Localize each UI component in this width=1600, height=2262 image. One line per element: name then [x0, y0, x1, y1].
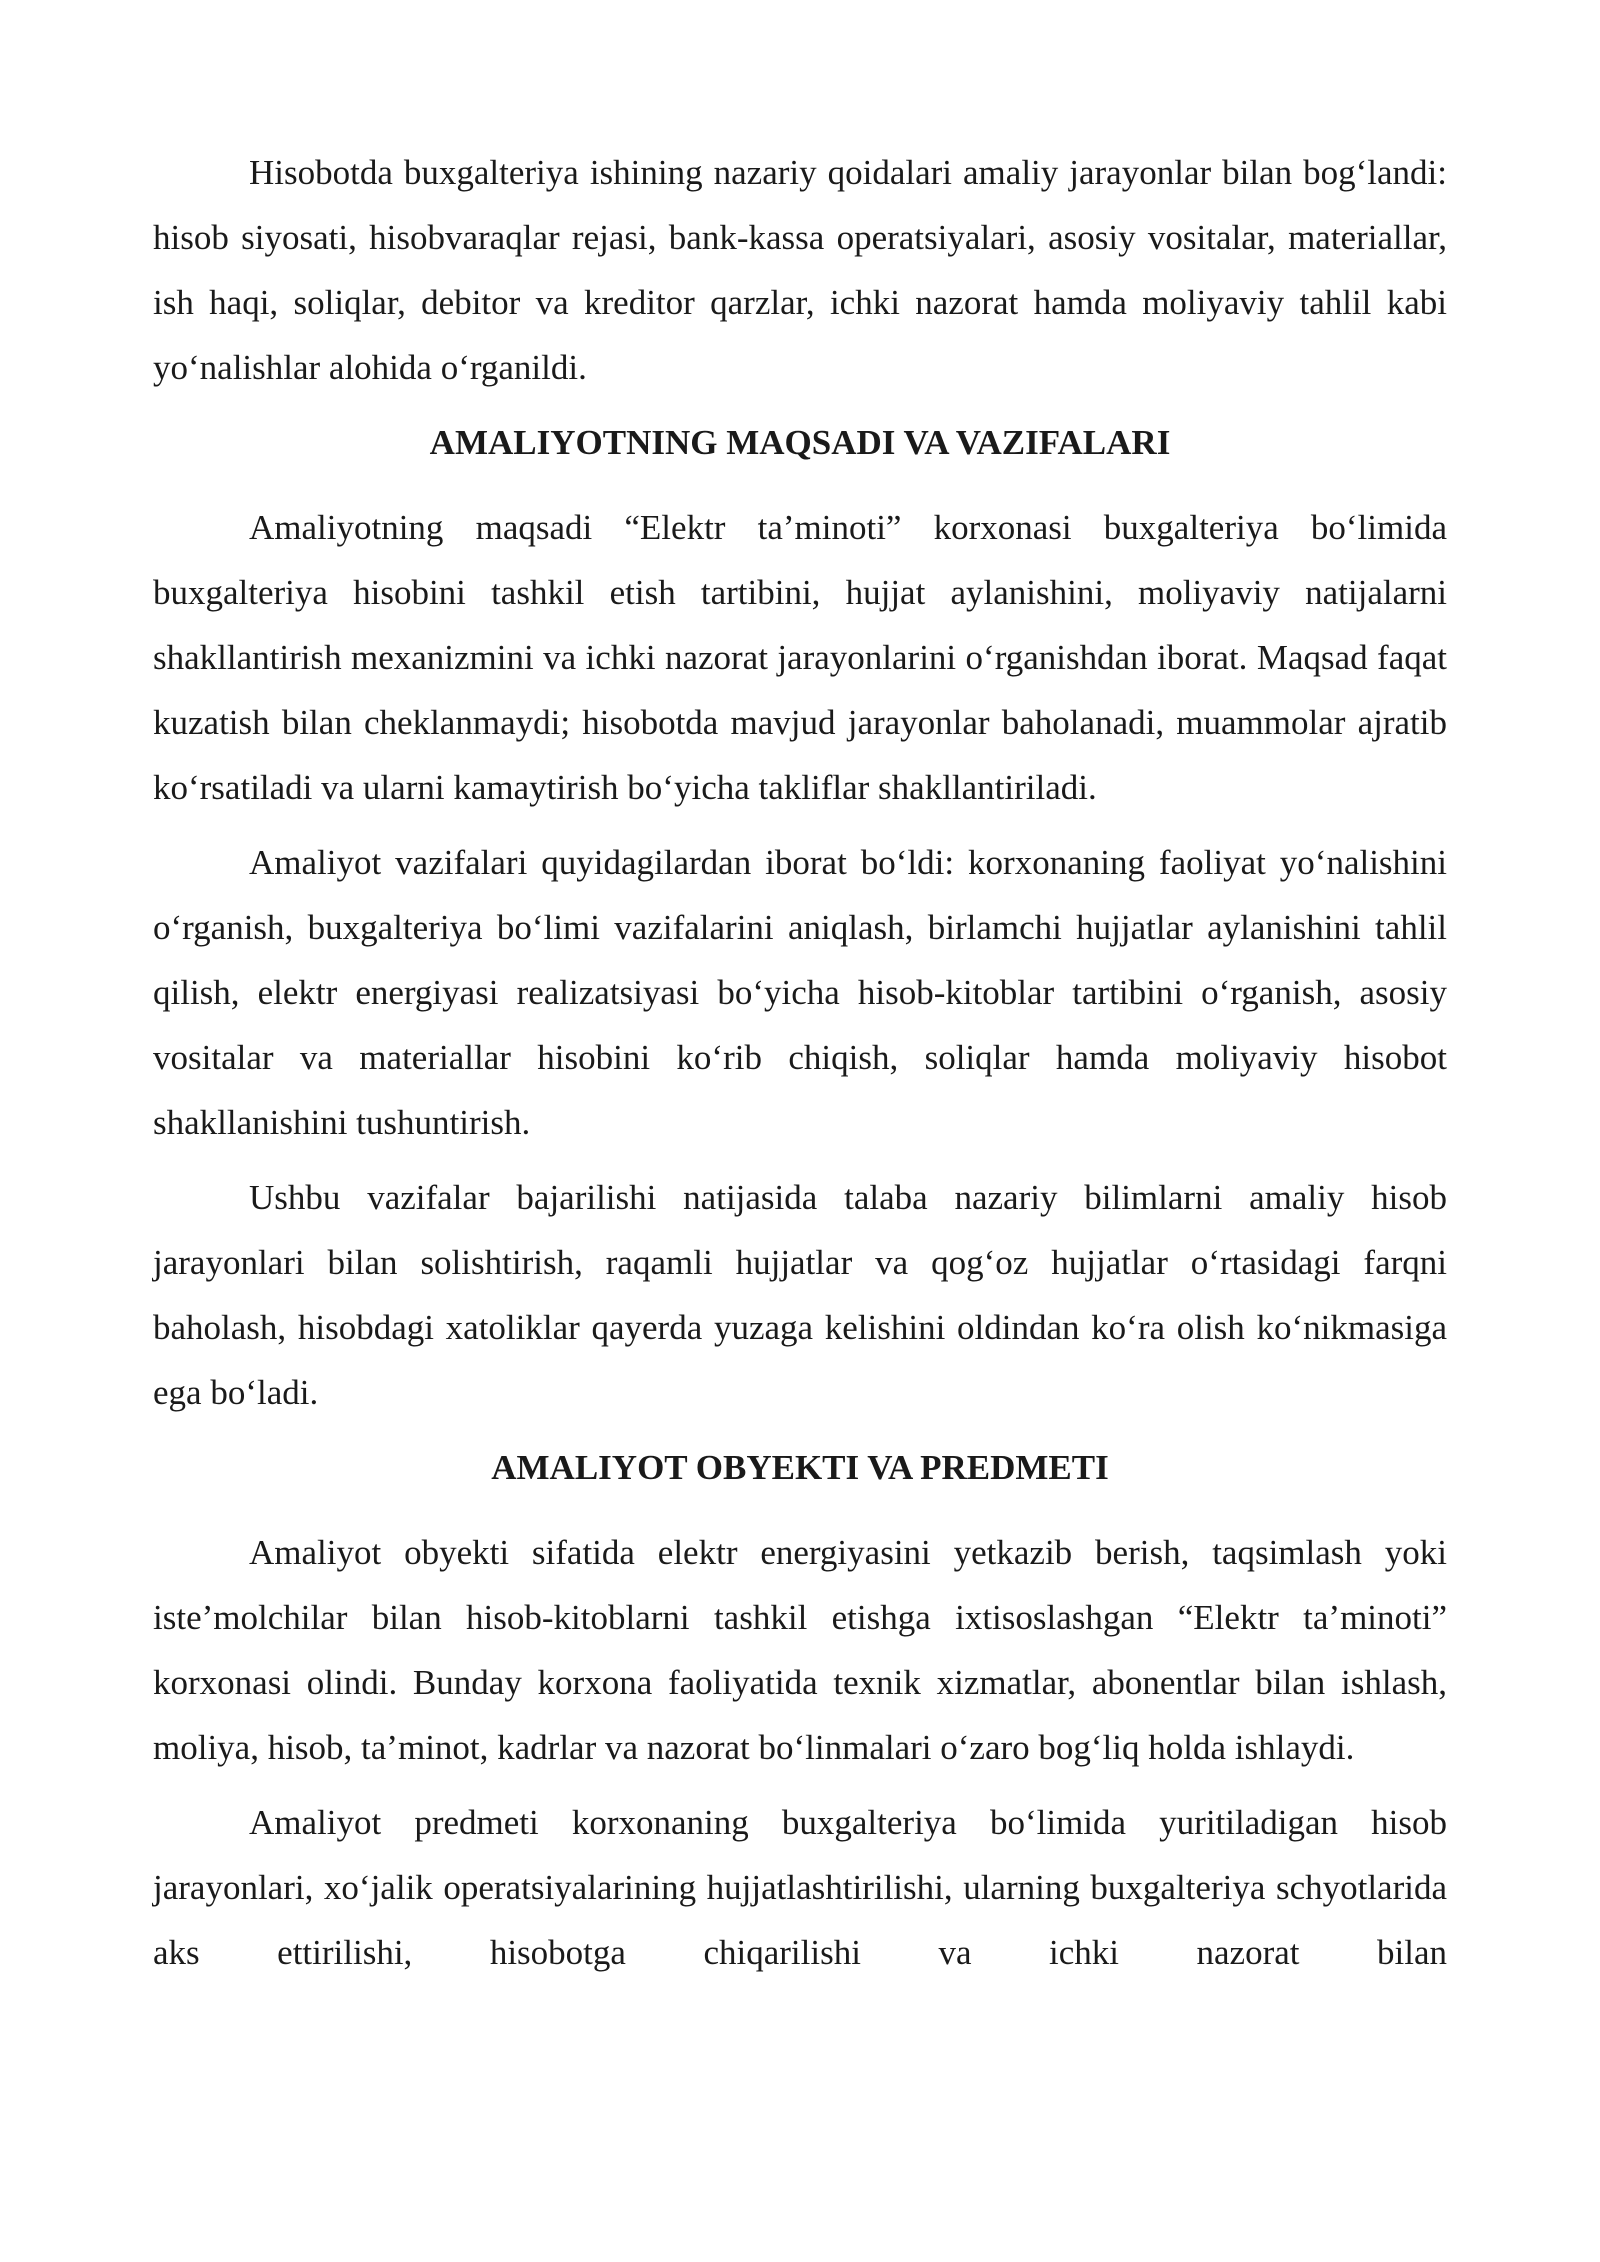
page-content [153, 140, 1447, 1985]
paragraph-tasks: Amaliyot vazifalari quyidagilardan iborat bo‘ldi: korxonaning faoliyat yo‘nalishini o‘rganish, buxgalteriya bo‘limi vazifalarini aniqlash, birlamchi hujjatlar aylanishini tahlil qilish, elektr energiyasi realizatsiyasi bo‘yicha hisob-kitoblar tartibini o‘rganish, asosiy vositalar va materiallar hisobini ko‘rib chiqish, soliqlar hamda moliyaviy hisobot shakllanishini tushuntirish. [153, 843, 1447, 1142]
paragraph-subject: Amaliyot predmeti korxonaning buxgalteriya bo‘limida yuritiladigan hisob jarayonlari, xo‘jalik operatsiyalarining hujjatlashtirilishi, ularning buxgalteriya schyotlarida aks ettirilishi, hisobotga chiqarilishi va ichki nazorat bilan [153, 1803, 1447, 1972]
section-heading-object: AMALIYOT OBYEKTI VA PREDMETI [491, 1448, 1109, 1487]
paragraph-intro: Hisobotda buxgalteriya ishining nazariy qoidalari amaliy jarayonlar bilan bog‘landi: hisob siyosati, hisobvaraqlar rejasi, bank-kassa operatsiyalari, asosiy vositalar, materiallar, ish haqi, soliqlar, debitor va kreditor qarzlar, ichki nazorat hamda moliyaviy tahlil kabi yo‘nalishlar alohida o‘rganildi. [153, 153, 1447, 387]
paragraph-outcomes: Ushbu vazifalar bajarilishi natijasida talaba nazariy bilimlarni amaliy hisob jarayonlari bilan solishtirish, raqamli hujjatlar va qog‘oz hujjatlar o‘rtasidagi farqni baholash, hisobdagi xatoliklar qayerda yuzaga kelishini oldindan ko‘ra olish ko‘nikmasiga ega bo‘ladi. [153, 1178, 1447, 1412]
section-heading-goals: AMALIYOTNING MAQSADI VA VAZIFALARI [429, 423, 1171, 462]
paragraph-goal: Amaliyotning maqsadi “Elektr ta’minoti” korxonasi buxgalteriya bo‘limida buxgalteriya hisobini tashkil etish tartibini, hujjat aylanishini, moliyaviy natijalarni shakllantirish mexanizmini va ichki nazorat jarayonlarini o‘rganishdan iborat. Maqsad faqat kuzatish bilan cheklanmaydi; hisobotda mavjud jarayonlar baholanadi, muammolar ajratib ko‘rsatiladi va ularni kamaytirish bo‘yicha takliflar shakllantiriladi. [153, 508, 1447, 807]
paragraph-object: Amaliyot obyekti sifatida elektr energiyasini yetkazib berish, taqsimlash yoki iste’molchilar bilan hisob-kitoblarni tashkil etishga ixtisoslashgan “Elektr ta’minoti” korxonasi olindi. Bunday korxona faoliyatida texnik xizmatlar, abonentlar bilan ishlash, moliya, hisob, ta’minot, kadrlar va nazorat bo‘linmalari o‘zaro bog‘liq holda ishlaydi. [153, 1533, 1447, 1767]
